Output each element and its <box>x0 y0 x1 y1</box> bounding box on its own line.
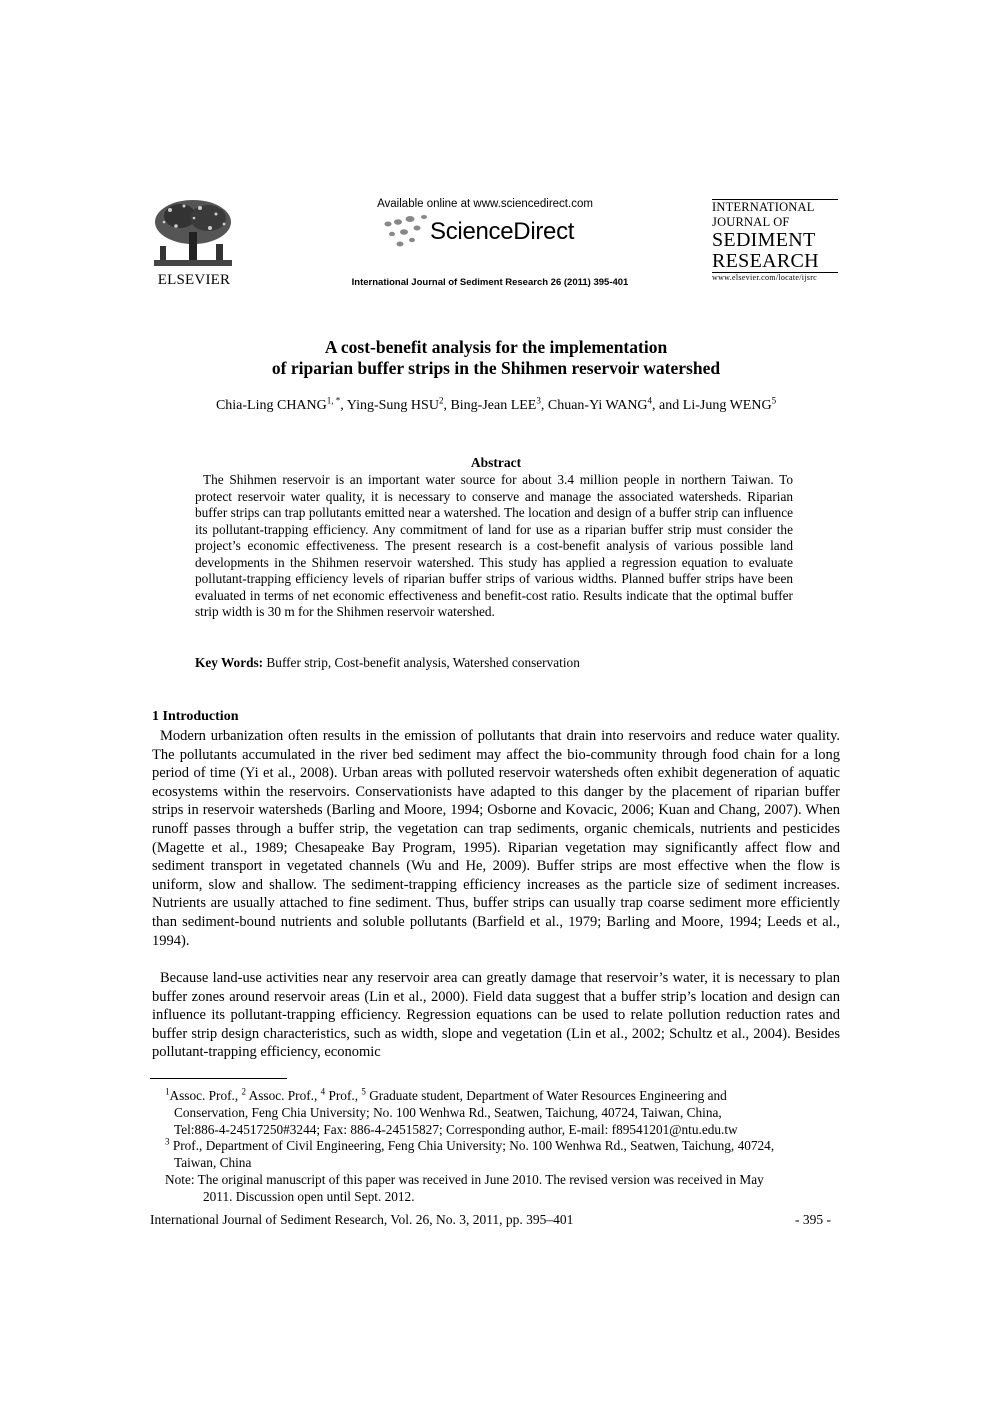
article-title-line2: of riparian buffer strips in the Shihmen reservoir watershed <box>271 358 721 378</box>
author-name: Chia-Ling CHANG <box>215 398 327 413</box>
sciencedirect-logo <box>382 214 602 250</box>
sciencedirect-dots-icon <box>382 214 428 250</box>
author-separator: , <box>340 398 347 413</box>
journal-logo <box>712 199 840 295</box>
footnote-note <box>165 1171 845 1205</box>
author-name: Bing-Jean LEE <box>450 398 537 413</box>
article-title-line1: A cost-benefit analysis for the implementation <box>324 337 668 357</box>
sciencedirect-wordmark: ScienceDirect <box>430 218 575 245</box>
author-separator: , and <box>652 398 683 413</box>
footnote-role: Assoc. Prof., <box>248 1088 321 1103</box>
keywords <box>195 655 795 671</box>
footnote-role: Graduate student, Department of Water Resources Engineering and <box>369 1088 727 1103</box>
footnote-mark: 5 <box>361 1086 366 1097</box>
footnote-role: Assoc. Prof., <box>169 1088 242 1103</box>
elsevier-tree-icon <box>150 196 236 270</box>
body-paragraph: Because land-use activities near any reservoir area can greatly damage that reservoir’s water, it is necessary to plan buffer zones around reservoir areas (Lin et al., 2000). Field data suggest that a buffer strip’s location and design can influence its pollutant-trapping efficiency. Regression equations can be used to relate pollution reduction rates and buffer strip design characteristics, such as width, slope and vegetation (Lin et al., 2002; Schultz et al., 2004). Besides pollutant-trapping efficiency, economic <box>152 970 840 1061</box>
journal-logo-line2: JOURNAL OF <box>712 215 790 229</box>
author-affiliation-mark: 2 <box>438 395 444 406</box>
abstract-heading: Abstract <box>470 455 522 470</box>
elsevier-logo <box>150 196 238 294</box>
author-affiliation-mark: 3 <box>536 395 541 406</box>
author-list <box>100 395 892 414</box>
footnote-line: Taiwan, China <box>174 1155 252 1170</box>
author-separator: , <box>443 398 451 413</box>
author-name: Chuan-Yi WANG <box>547 398 648 413</box>
author-affiliation-mark: 1, * <box>326 395 341 406</box>
footnote-mark: 2 <box>241 1086 247 1097</box>
footnote-line: Tel:886-4-24517250#3244; Fax: 886-4-24515827; Corresponding author, E-mail: f89541201@ntu.edu.tw <box>174 1122 738 1137</box>
author-affiliation-mark: 4 <box>647 395 653 406</box>
journal-logo-url: www.elsevier.com/locate/ijsrc <box>712 273 818 282</box>
journal-logo-line4: RESEARCH <box>712 250 819 272</box>
elsevier-wordmark: ELSEVIER <box>157 272 231 288</box>
author-name: Li-Jung WENG <box>682 398 772 413</box>
author-affiliation-mark: 5 <box>771 395 777 406</box>
footnote-divider <box>150 1078 287 1079</box>
footnote-affiliation-3 <box>165 1137 845 1171</box>
journal-citation: International Journal of Sediment Research 26 (2011) 395-401 <box>351 277 629 288</box>
footnote-line: 2011. Discussion open until Sept. 2012. <box>203 1189 415 1204</box>
available-online-text: Available online at www.sciencedirect.com <box>377 198 593 210</box>
author-separator: , <box>540 398 548 413</box>
footnote-line: Prof., Department of Civil Engineering, Feng Chia University; No. 100 Wenhwa Rd., Seatwen, Taichung, 40724, <box>172 1138 775 1153</box>
journal-logo-line1: INTERNATIONAL <box>712 200 815 214</box>
keywords-label: Key Words: <box>195 655 264 670</box>
footnote-role: Prof., <box>328 1088 362 1103</box>
journal-logo-line3: SEDIMENT <box>712 229 816 251</box>
section-heading-introduction: 1 Introduction <box>152 709 239 724</box>
abstract-text: The Shihmen reservoir is an important water source for about 3.4 million people in northern Taiwan. To protect reservoir water quality, it is necessary to conserve and manage the associated watersheds. Riparian buffer strips can trap pollutants emitted near a watershed. The location and design of a buffer strip can influence its pollutant-trapping efficiency. Any commitment of land for use as a riparian buffer strip must consider the project’s economic effectiveness. The present research is a cost-benefit analysis of various possible land developments in the Shihmen reservoir watershed. This study has applied a regression equation to evaluate pollutant-trapping efficiency levels of riparian buffer strips of various widths. Planned buffer strips have been evaluated in terms of net economic effectiveness and benefit-cost ratio. Results indicate that the optimal buffer strip width is 30 m for the Shihmen reservoir watershed. <box>195 472 793 619</box>
footnote-line: Conservation, Feng Chia University; No. 100 Wenhwa Rd., Seatwen, Taichung, 40724, Taiwan, China, <box>174 1105 722 1120</box>
footer-journal-citation: International Journal of Sediment Research, Vol. 26, No. 3, 2011, pp. 395–401 <box>150 1212 574 1227</box>
author-name: Ying-Sung HSU <box>346 398 439 413</box>
footnote-affiliation-1 <box>165 1087 845 1138</box>
page-number: - 395 - <box>795 1212 831 1227</box>
footnote-mark: 4 <box>320 1086 326 1097</box>
footnote-line: Note: The original manuscript of this paper was received in June 2010. The revised version was received in May <box>165 1172 764 1187</box>
keywords-list: Buffer strip, Cost-benefit analysis, Watershed conservation <box>266 655 580 670</box>
article-title <box>100 337 892 379</box>
footnote-mark: 3 <box>165 1136 170 1147</box>
footnote-mark: 1 <box>165 1086 170 1097</box>
body-paragraph: Modern urbanization often results in the emission of pollutants that drain into reservoirs and reduce water quality. The pollutants accumulated in the river bed sediment may affect the bio-community through food chain for a long period of time (Yi et al., 2008). Urban areas with polluted reservoir watersheds often exhibit degeneration of aquatic ecosystems within the reservoirs. Conservationists have adapted to this danger by the placement of riparian buffer strips in reservoir watersheds (Barling and Moore, 1994; Osborne and Kovacic, 2006; Kuan and Chang, 2007). When runoff passes through a buffer strip, the vegetation can trap sediments, organic chemicals, nutrients and pesticides (Magette et al., 1989; Chesapeake Bay Program, 1995). Riparian vegetation may significantly affect flow and sediment transport in vegetated channels (Wu and He, 2009). Buffer strips are most effective when the flow is uniform, slow and shallow. The sediment-trapping efficiency increases as the particle size of sediment increases. Nutrients are usually attached to fine sediment. Thus, buffer strips can usually trap coarse sediment more efficiently than sediment-bound nutrients and soluble pollutants (Barfield et al., 1979; Barling and Moore, 1994; Leeds et al., 1994). <box>152 728 840 949</box>
